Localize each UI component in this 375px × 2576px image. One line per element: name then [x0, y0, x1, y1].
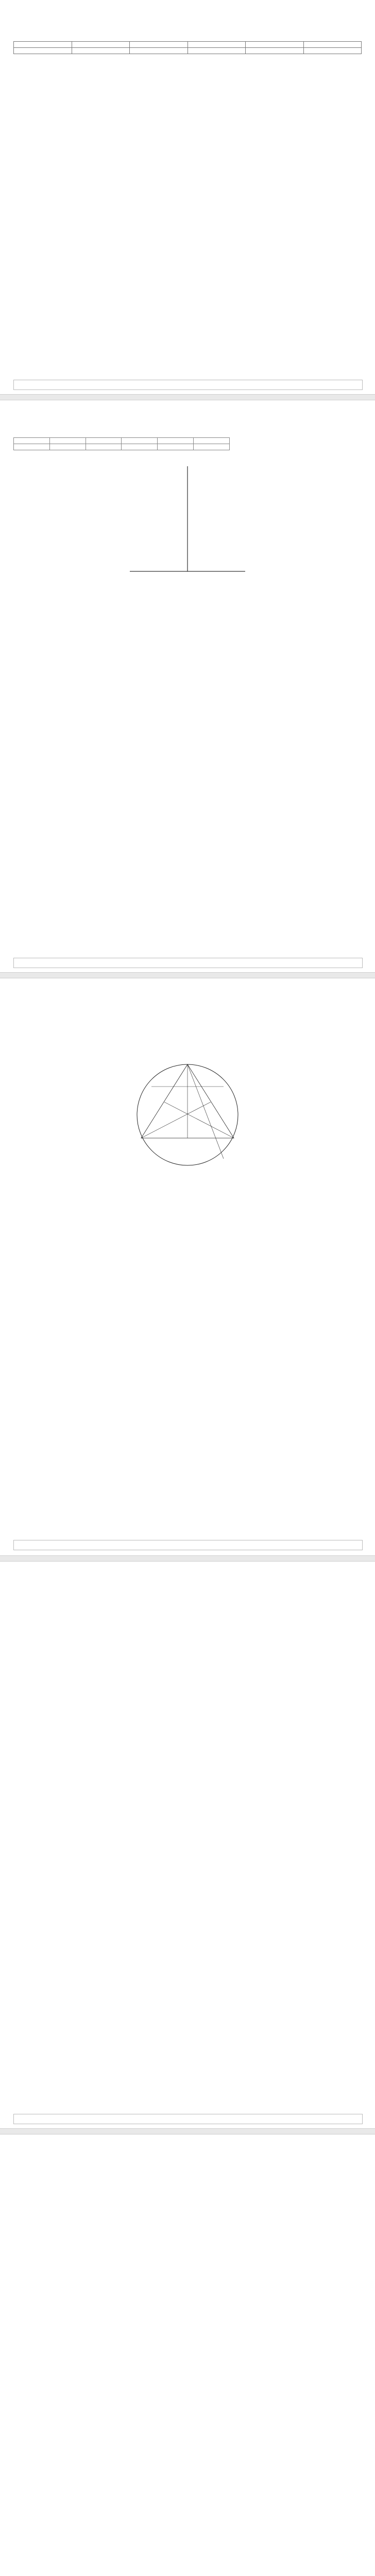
- page-separator: [0, 972, 375, 978]
- table-cell: [14, 438, 50, 444]
- answer-cell: [187, 42, 246, 48]
- answer-cell: [246, 48, 304, 54]
- answer-cell: [72, 42, 130, 48]
- answer-cell: [72, 48, 130, 54]
- table-row: [14, 48, 362, 54]
- page-separator: [0, 1555, 375, 1562]
- altitude: [141, 1102, 211, 1138]
- table-row: [14, 444, 230, 450]
- page-3: [0, 978, 375, 1555]
- table-cell: [86, 438, 122, 444]
- table-row: [14, 438, 230, 444]
- page-footer: [13, 380, 363, 390]
- page-separator: [0, 394, 375, 400]
- page-separator: [0, 2128, 375, 2134]
- answer-table: [13, 41, 362, 54]
- page-1: [0, 0, 375, 394]
- answer-cell: [303, 42, 362, 48]
- parabola-graph: [121, 457, 254, 581]
- answer-cell: [130, 42, 188, 48]
- circle-geometry-figure: [121, 1056, 254, 1174]
- table-cell: [122, 438, 158, 444]
- page-footer: [13, 1540, 363, 1550]
- value-table: [13, 437, 230, 450]
- table-cell: [194, 444, 230, 450]
- table-cell: [86, 444, 122, 450]
- table-cell: [49, 438, 86, 444]
- table-cell: [49, 444, 86, 450]
- answer-cell: [303, 48, 362, 54]
- page-2: [0, 400, 375, 972]
- answer-cell: [246, 42, 304, 48]
- chord: [187, 1064, 224, 1159]
- table-row: [14, 42, 362, 48]
- page-5: [0, 2134, 375, 2576]
- page-footer: [13, 2114, 363, 2124]
- table-cell: [158, 444, 194, 450]
- page-4: [0, 1562, 375, 2128]
- table-cell: [14, 444, 50, 450]
- answer-cell: [187, 48, 246, 54]
- answer-cell: [14, 42, 72, 48]
- table-cell: [158, 438, 194, 444]
- table-cell: [122, 444, 158, 450]
- page-footer: [13, 958, 363, 968]
- table-cell: [194, 438, 230, 444]
- answer-cell: [130, 48, 188, 54]
- answer-cell: [14, 48, 72, 54]
- altitude: [164, 1102, 234, 1138]
